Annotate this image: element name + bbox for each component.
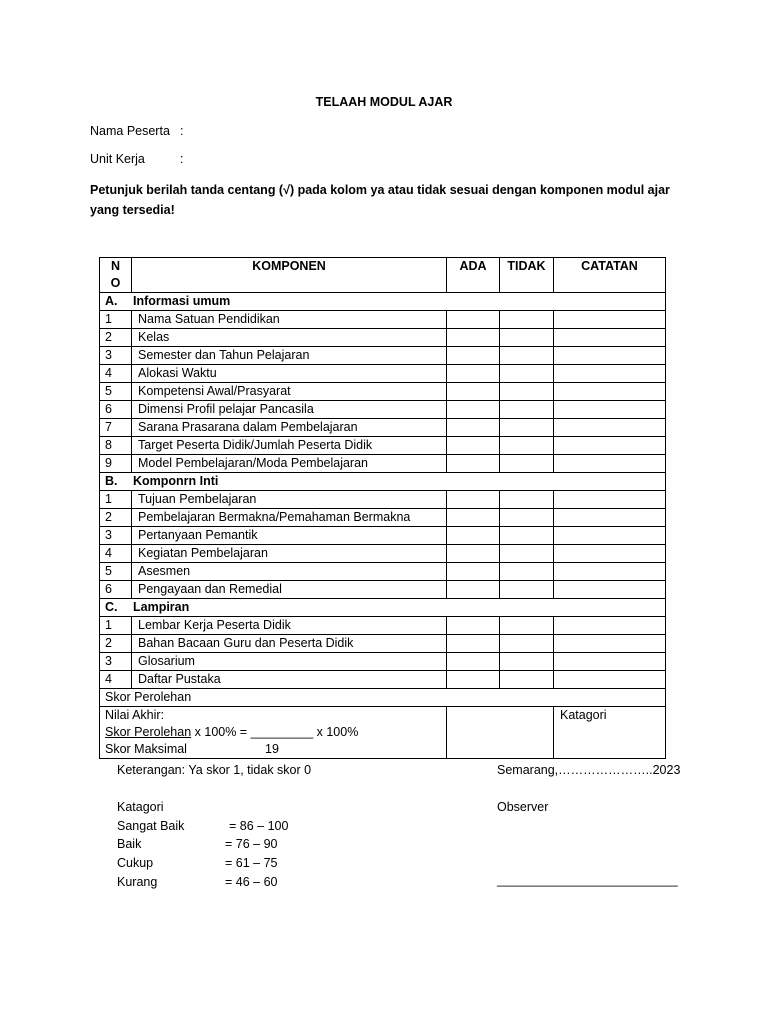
ada-checkbox-cell[interactable]	[447, 401, 500, 419]
catatan-cell[interactable]	[554, 437, 666, 455]
katagori-label: Kurang	[117, 875, 158, 889]
field-label: Nama Peserta	[90, 124, 170, 138]
catatan-cell[interactable]	[554, 545, 666, 563]
catatan-cell[interactable]	[554, 527, 666, 545]
section-title: Komponrn Inti	[133, 474, 219, 488]
table-row	[100, 653, 666, 671]
table-row	[100, 635, 666, 653]
katagori-item	[117, 837, 277, 851]
row-komponen: Asesmen	[132, 563, 447, 581]
tidak-checkbox-cell[interactable]	[500, 401, 554, 419]
row-number: 1	[100, 311, 132, 329]
table-row	[100, 347, 666, 365]
ada-checkbox-cell[interactable]	[447, 491, 500, 509]
section-row	[100, 599, 666, 617]
table-row	[100, 311, 666, 329]
field-separator: :	[180, 124, 184, 138]
section-title: Lampiran	[133, 600, 190, 614]
row-komponen: Alokasi Waktu	[132, 365, 447, 383]
ada-checkbox-cell[interactable]	[447, 329, 500, 347]
row-komponen: Kegiatan Pembelajaran	[132, 545, 447, 563]
row-number: 9	[100, 455, 132, 473]
catatan-cell[interactable]	[554, 455, 666, 473]
row-number: 2	[100, 635, 132, 653]
field-separator: :	[180, 152, 184, 166]
table-row	[100, 545, 666, 563]
katagori-range: = 61 – 75	[225, 856, 278, 870]
assessment-table	[99, 257, 666, 759]
row-komponen: Daftar Pustaka	[132, 671, 447, 689]
row-number: 8	[100, 437, 132, 455]
tidak-checkbox-cell[interactable]	[500, 635, 554, 653]
row-number: 6	[100, 401, 132, 419]
row-number: 5	[100, 383, 132, 401]
row-number: 6	[100, 581, 132, 599]
tidak-checkbox-cell[interactable]	[500, 455, 554, 473]
ada-checkbox-cell[interactable]	[447, 527, 500, 545]
tidak-checkbox-cell[interactable]	[500, 671, 554, 689]
ada-checkbox-cell[interactable]	[447, 617, 500, 635]
catatan-cell[interactable]	[554, 581, 666, 599]
row-number: 3	[100, 653, 132, 671]
row-komponen: Pertanyaan Pemantik	[132, 527, 447, 545]
section-title: Informasi umum	[133, 294, 231, 308]
ada-checkbox-cell[interactable]	[447, 545, 500, 563]
keterangan-text: Keterangan: Ya skor 1, tidak skor 0	[117, 763, 312, 777]
nilai-akhir-cell	[100, 707, 447, 759]
ada-checkbox-cell[interactable]	[447, 653, 500, 671]
field-label: Unit Kerja	[90, 152, 145, 166]
instruction-text: Petunjuk berilah tanda centang (√) pada kolom ya atau tidak sesuai dengan komponen modul ajar yang tersedia!	[90, 183, 670, 217]
table-row	[100, 563, 666, 581]
table-row	[100, 491, 666, 509]
header-tidak: TIDAK	[500, 258, 554, 293]
header-ada: ADA	[447, 258, 500, 293]
row-number: 2	[100, 509, 132, 527]
catatan-cell[interactable]	[554, 401, 666, 419]
field-nama-peserta	[90, 124, 183, 138]
section-row	[100, 293, 666, 311]
tidak-checkbox-cell[interactable]	[500, 545, 554, 563]
row-number: 2	[100, 329, 132, 347]
row-komponen: Kelas	[132, 329, 447, 347]
ada-checkbox-cell[interactable]	[447, 383, 500, 401]
section-heading	[100, 473, 666, 491]
row-komponen: Pengayaan dan Remedial	[132, 581, 447, 599]
skor-maksimal-label: Skor Maksimal	[105, 742, 187, 756]
field-unit-kerja	[90, 152, 183, 166]
table-row	[100, 527, 666, 545]
ada-checkbox-cell[interactable]	[447, 311, 500, 329]
catatan-cell[interactable]	[554, 563, 666, 581]
tidak-checkbox-cell[interactable]	[500, 347, 554, 365]
table-header-row	[100, 258, 666, 293]
table-row	[100, 329, 666, 347]
row-number: 3	[100, 347, 132, 365]
row-komponen: Lembar Kerja Peserta Didik	[132, 617, 447, 635]
tidak-checkbox-cell[interactable]	[500, 581, 554, 599]
nilai-akhir-blank[interactable]	[447, 707, 554, 759]
katagori-label: Baik	[117, 837, 142, 851]
ada-checkbox-cell[interactable]	[447, 581, 500, 599]
katagori-cell: Katagori	[554, 707, 666, 759]
section-letter: B.	[105, 474, 118, 488]
katagori-item	[117, 875, 277, 889]
signature-line: __________________________	[497, 873, 678, 887]
section-heading	[100, 599, 666, 617]
table-row	[100, 419, 666, 437]
ada-checkbox-cell[interactable]	[447, 419, 500, 437]
tidak-checkbox-cell[interactable]	[500, 509, 554, 527]
katagori-range: = 86 – 100	[229, 819, 289, 833]
tidak-checkbox-cell[interactable]	[500, 437, 554, 455]
nilai-akhir-formula	[105, 724, 440, 741]
catatan-cell[interactable]	[554, 365, 666, 383]
tidak-checkbox-cell[interactable]	[500, 527, 554, 545]
ada-checkbox-cell[interactable]	[447, 347, 500, 365]
ada-checkbox-cell[interactable]	[447, 635, 500, 653]
ada-checkbox-cell[interactable]	[447, 455, 500, 473]
row-komponen: Model Pembelajaran/Moda Pembelajaran	[132, 455, 447, 473]
row-number: 5	[100, 563, 132, 581]
tidak-checkbox-cell[interactable]	[500, 491, 554, 509]
tidak-checkbox-cell[interactable]	[500, 383, 554, 401]
header-komponen: KOMPONEN	[132, 258, 447, 293]
tidak-checkbox-cell[interactable]	[500, 563, 554, 581]
section-row	[100, 473, 666, 491]
ada-checkbox-cell[interactable]	[447, 437, 500, 455]
row-komponen: Kompetensi Awal/Prasyarat	[132, 383, 447, 401]
table-row	[100, 617, 666, 635]
skor-perolehan-row	[100, 689, 666, 707]
section-letter: A.	[105, 294, 118, 308]
tidak-checkbox-cell[interactable]	[500, 419, 554, 437]
katagori-label: Sangat Baik	[117, 819, 185, 833]
row-number: 4	[100, 365, 132, 383]
formula-rest: x 100% = _________ x 100%	[191, 725, 359, 739]
katagori-range: = 76 – 90	[225, 837, 278, 851]
tidak-checkbox-cell[interactable]	[500, 365, 554, 383]
table-row	[100, 671, 666, 689]
catatan-cell[interactable]	[554, 347, 666, 365]
table-row	[100, 509, 666, 527]
place-date: Semarang,…………………..2023	[497, 763, 681, 777]
catatan-cell[interactable]	[554, 329, 666, 347]
header-no: N O	[100, 258, 132, 293]
catatan-cell[interactable]	[554, 617, 666, 635]
row-komponen: Dimensi Profil pelajar Pancasila	[132, 401, 447, 419]
tidak-checkbox-cell[interactable]	[500, 329, 554, 347]
table-row	[100, 455, 666, 473]
catatan-cell[interactable]	[554, 635, 666, 653]
catatan-cell[interactable]	[554, 311, 666, 329]
nilai-akhir-label: Nilai Akhir:	[105, 708, 165, 722]
katagori-label: Cukup	[117, 856, 154, 870]
table-row	[100, 437, 666, 455]
row-number: 4	[100, 671, 132, 689]
catatan-cell[interactable]	[554, 419, 666, 437]
katagori-range: = 46 – 60	[225, 875, 278, 889]
skor-perolehan-underlined: Skor Perolehan	[105, 725, 192, 739]
section-letter: C.	[105, 600, 118, 614]
row-komponen: Tujuan Pembelajaran	[132, 491, 447, 509]
ada-checkbox-cell[interactable]	[447, 365, 500, 383]
table-row	[100, 581, 666, 599]
row-komponen: Bahan Bacaan Guru dan Peserta Didik	[132, 635, 447, 653]
row-komponen: Semester dan Tahun Pelajaran	[132, 347, 447, 365]
row-komponen: Glosarium	[132, 653, 447, 671]
catatan-cell[interactable]	[554, 491, 666, 509]
ada-checkbox-cell[interactable]	[447, 563, 500, 581]
header-catatan: CATATAN	[554, 258, 666, 293]
table-row	[100, 383, 666, 401]
katagori-title: Katagori	[117, 800, 164, 814]
nilai-akhir-row	[100, 707, 666, 759]
skor-maksimal	[105, 741, 440, 758]
page-title: TELAAH MODUL AJAR	[315, 95, 453, 109]
katagori-item	[117, 819, 288, 833]
tidak-checkbox-cell[interactable]	[500, 653, 554, 671]
catatan-cell[interactable]	[554, 383, 666, 401]
catatan-cell[interactable]	[554, 671, 666, 689]
ada-checkbox-cell[interactable]	[447, 509, 500, 527]
tidak-checkbox-cell[interactable]	[500, 311, 554, 329]
row-number: 3	[100, 527, 132, 545]
catatan-cell[interactable]	[554, 509, 666, 527]
observer-label: Observer	[497, 800, 549, 814]
row-komponen: Nama Satuan Pendidikan	[132, 311, 447, 329]
row-komponen: Sarana Prasarana dalam Pembelajaran	[132, 419, 447, 437]
skor-maksimal-value: 19	[265, 742, 279, 756]
table-row	[100, 401, 666, 419]
section-heading	[100, 293, 666, 311]
row-number: 7	[100, 419, 132, 437]
table-row	[100, 365, 666, 383]
row-komponen: Target Peserta Didik/Jumlah Peserta Didik	[132, 437, 447, 455]
skor-perolehan-label: Skor Perolehan	[100, 689, 666, 707]
catatan-cell[interactable]	[554, 653, 666, 671]
row-number: 4	[100, 545, 132, 563]
katagori-item	[117, 856, 277, 870]
ada-checkbox-cell[interactable]	[447, 671, 500, 689]
row-komponen: Pembelajaran Bermakna/Pemahaman Bermakna	[132, 509, 447, 527]
tidak-checkbox-cell[interactable]	[500, 617, 554, 635]
row-number: 1	[100, 491, 132, 509]
row-number: 1	[100, 617, 132, 635]
